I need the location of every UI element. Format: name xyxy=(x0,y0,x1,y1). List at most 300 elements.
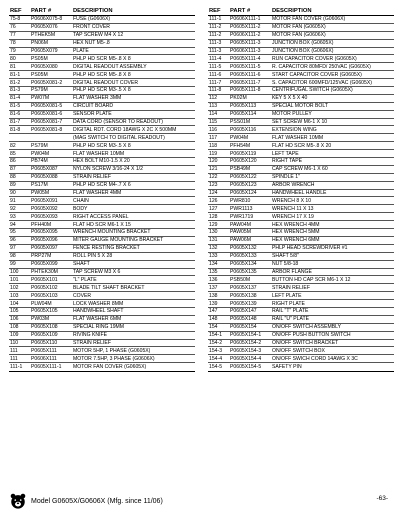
ref-cell: 154-4 xyxy=(209,355,223,362)
description-cell: EXTENSION WING xyxy=(272,126,317,133)
part-number-cell: P0605X081-5 xyxy=(31,103,63,110)
description-cell: HANDWHEEL SHAFT xyxy=(73,308,124,315)
description-cell: SPECIAL RING 19MM xyxy=(73,324,125,331)
part-number-cell: P0605X113 xyxy=(230,103,257,110)
part-number-cell: P0605X081-2 xyxy=(31,79,63,86)
ref-cell: 92 xyxy=(10,205,16,212)
table-row xyxy=(9,71,195,79)
table-row xyxy=(9,166,195,174)
table-header xyxy=(9,6,195,15)
part-number-cell: P0605X135 xyxy=(230,268,257,275)
part-number-cell: PS05M xyxy=(31,55,48,62)
part-number-cell: P0605X081-7 xyxy=(31,119,63,126)
description-cell: FRONT COVER xyxy=(73,24,110,31)
table-row xyxy=(9,103,195,111)
part-number-cell: PLW04M xyxy=(31,300,52,307)
description-cell: KEY 5 X 5 X 40 xyxy=(272,95,308,102)
ref-cell: 121 xyxy=(209,166,218,173)
description-cell: STRAIN RELIEF xyxy=(272,284,310,291)
description-cell: PHLP HD SCR M4-.7 X 6 xyxy=(73,182,131,189)
part-number-cell: P0605X092 xyxy=(31,205,58,212)
ref-cell: 111 xyxy=(10,347,18,354)
part-number-cell: P0605X099 xyxy=(31,261,58,268)
table-row xyxy=(208,300,394,308)
part-number-cell: PW04M xyxy=(31,150,50,157)
description-cell: COVER xyxy=(73,292,92,299)
ref-cell: 120 xyxy=(209,158,218,165)
part-number-cell: PRP27M xyxy=(31,253,52,260)
table-row xyxy=(208,111,394,119)
description-cell: HEX WRENCH 5MM xyxy=(272,229,320,236)
part-number-cell: P0606X075-8 xyxy=(31,16,63,23)
ref-cell: 113 xyxy=(209,103,218,110)
description-cell: R. CAPACITOR 80MFD/ 250VAC (G0605X) xyxy=(272,63,371,70)
part-number-cell: PW03M xyxy=(31,316,50,323)
ref-cell: 118 xyxy=(209,142,218,149)
table-row xyxy=(9,95,195,103)
description-cell: PHLP HD SCR M3-.5 X 8 xyxy=(73,142,131,149)
part-number-cell: P0605X154-1 xyxy=(230,332,262,339)
table-row xyxy=(208,55,394,63)
description-cell: FLAT HD SCR M5-.8 X 20 xyxy=(272,142,332,149)
table-row xyxy=(208,119,394,127)
description-cell: ON/OFF SWITCH ASSEMBLY xyxy=(272,324,341,331)
description-cell: BODY xyxy=(73,205,88,212)
table-row xyxy=(9,55,195,63)
part-number-cell: P0605X134 xyxy=(230,261,257,268)
ref-cell: 81-2 xyxy=(10,79,21,86)
part-number-cell: P0605X111-8 xyxy=(230,87,261,94)
ref-cell: 78 xyxy=(10,40,16,47)
description-cell: SPECIAL MOTOR BOLT xyxy=(272,103,328,110)
ref-cell: 115 xyxy=(209,119,218,126)
description-cell: ON/OFF SWITCH BOX xyxy=(272,347,325,354)
part-number-cell: P0605X110 xyxy=(31,339,58,346)
part-number-cell: P0606X111-2 xyxy=(230,32,261,39)
table-row xyxy=(9,213,195,221)
table-row xyxy=(9,269,195,277)
part-number-cell: P0605X097 xyxy=(31,245,58,252)
table-row xyxy=(208,205,394,213)
table-row xyxy=(208,103,394,111)
part-number-cell: P0605X088 xyxy=(31,174,58,181)
ref-cell: 81 xyxy=(10,63,16,70)
part-number-cell: P0605X138 xyxy=(230,292,257,299)
description-cell: MOTOR FAN COVER (G0606X) xyxy=(272,16,346,23)
table-row xyxy=(208,174,394,182)
table-row xyxy=(9,48,195,56)
description-cell: RIGHT PLATE xyxy=(272,300,305,307)
description-cell: PHLP HD SCR M5-.8 X 8 xyxy=(73,71,131,78)
part-number-cell: P0605X108 xyxy=(31,324,58,331)
ref-cell: 127 xyxy=(209,205,218,212)
table-row xyxy=(9,276,195,284)
ref-cell: 138 xyxy=(209,292,218,299)
table-row xyxy=(9,126,195,134)
ref-cell: 111-2 xyxy=(209,32,222,39)
table-row xyxy=(208,261,394,269)
ref-cell: 81-4 xyxy=(10,95,21,102)
part-number-cell: P0605X154-4 xyxy=(230,355,262,362)
ref-cell: 106 xyxy=(10,316,19,323)
part-number-cell: PW04M xyxy=(230,134,249,141)
description-cell: FUSE (G0606X) xyxy=(73,16,111,23)
part-number-cell: PN06M xyxy=(31,40,48,47)
description-cell: RIVING KNIFE xyxy=(73,332,107,339)
ref-cell: 104 xyxy=(10,300,19,307)
part-number-cell: P0605X076 xyxy=(31,24,58,31)
part-number-cell: P0605X102 xyxy=(31,284,58,291)
description-cell: JUNCTION BOX (G0606X) xyxy=(272,48,334,54)
description-cell: BUTTON HD CAP SCR M6-1 X 12 xyxy=(272,276,351,283)
part-number-cell: PAW05M xyxy=(230,229,251,236)
table-row xyxy=(9,347,195,355)
part-number-cell: P0605X137 xyxy=(230,284,257,291)
description-cell: CHAIN xyxy=(73,197,89,204)
description-cell: RAIL "U" PLATE xyxy=(272,316,310,323)
description-cell: MITER GAUGE MOUNTING BRACKET xyxy=(73,237,164,244)
ref-cell: 117 xyxy=(209,134,218,141)
table-row xyxy=(208,340,394,348)
table-row xyxy=(208,87,394,95)
description-cell: SENSOR PLATE xyxy=(73,111,112,118)
part-number-cell: P0605X154-5 xyxy=(230,364,262,371)
description-cell: MOTOR 7.5HP, 3 PHASE (G0606X) xyxy=(73,355,155,362)
table-row xyxy=(208,71,394,79)
part-number-cell: P0605X109 xyxy=(31,332,58,339)
table-row xyxy=(208,142,394,150)
table-row xyxy=(9,332,195,340)
part-number-cell: PS79M xyxy=(31,87,48,94)
part-number-cell: PS79M xyxy=(31,142,48,149)
table-row xyxy=(9,205,195,213)
description-cell: FLAT WASHER 4MM xyxy=(73,190,122,197)
part-number-cell: P0605X111-3 xyxy=(230,40,261,47)
table-row xyxy=(208,48,394,56)
ref-cell: 101 xyxy=(10,276,19,283)
table-row xyxy=(9,190,195,198)
ref-cell: 90 xyxy=(10,190,16,197)
table-row xyxy=(9,355,195,363)
description-cell: CENTRIFUGAL SWITCH (G0605X) xyxy=(272,87,353,94)
description-cell: DIGITAL READOUT COVER xyxy=(73,79,139,86)
table-row xyxy=(208,221,394,229)
table-row xyxy=(208,134,394,142)
table-row xyxy=(9,158,195,166)
description-cell: START CAPACITOR COVER (G0605X) xyxy=(272,71,362,78)
part-number-cell: PSS01M xyxy=(230,119,251,126)
table-row xyxy=(208,324,394,332)
description-cell: BLADE TILT SHAFT BRACKET xyxy=(73,284,145,291)
table-row xyxy=(208,332,394,340)
description-cell: LOCK WASHER 8MM xyxy=(73,300,124,307)
part-number-cell: P0605X111-4 xyxy=(230,55,261,62)
part-number-cell: P0606X111-3 xyxy=(230,48,261,54)
table-row xyxy=(9,63,195,71)
part-number-cell: PSB49M xyxy=(230,166,251,173)
description-cell: NYLON SCREW 3/16-24 X 1/2 xyxy=(73,166,143,173)
part-number-cell: P0605X103 xyxy=(31,292,58,299)
part-number-cell: P0605X079 xyxy=(31,48,58,54)
ref-cell: 136 xyxy=(209,276,218,283)
ref-cell: 77 xyxy=(10,32,16,39)
table-row xyxy=(9,229,195,237)
part-number-cell: P0605X111-2 xyxy=(230,24,261,31)
part-number-cell: P0605X081-8 xyxy=(31,126,63,133)
description-cell: RIGHT TAPE xyxy=(272,158,303,165)
ref-cell: 111-3 xyxy=(209,40,222,47)
page-number: -63- xyxy=(376,495,388,502)
table-row xyxy=(208,63,394,71)
ref-cell: 154-3 xyxy=(209,347,223,354)
description-cell: LEFT TAPE xyxy=(272,150,299,157)
part-number-cell: P0605X133 xyxy=(230,253,257,260)
part-number-cell: P0605X120 xyxy=(230,158,257,165)
part-number-cell: PAW06M xyxy=(230,237,251,244)
description-cell: STRAIN RELIEF xyxy=(73,174,111,181)
description-cell: TAP SCREW M4 X 12 xyxy=(73,32,124,39)
ref-cell: 81-3 xyxy=(10,87,21,94)
description-cell: RUN CAPACITOR COVER (G0605X) xyxy=(272,55,357,62)
ref-cell: 131 xyxy=(209,237,218,244)
ref-cell: 148 xyxy=(209,316,218,323)
description-cell: ON/OFF SWITCH BRACKET xyxy=(272,339,339,346)
table-row xyxy=(208,24,394,32)
part-number-cell: PFH54M xyxy=(230,142,251,149)
ref-cell: 111-1 xyxy=(10,364,23,371)
description-cell: WRENCH 11 X 13 xyxy=(272,205,314,212)
ref-cell: 109 xyxy=(10,332,19,339)
part-number-cell: PWR1113 xyxy=(230,205,253,212)
table-row xyxy=(208,166,394,174)
part-number-cell: PS05M xyxy=(31,71,48,78)
header-ref: REF xyxy=(10,7,22,14)
ref-cell: 119 xyxy=(209,150,218,157)
ref-cell: 133 xyxy=(209,253,218,260)
ref-cell: 88 xyxy=(10,174,16,181)
table-row xyxy=(9,182,195,190)
part-number-cell: PSB50M xyxy=(230,276,251,283)
part-number-cell: P0605X154-3 xyxy=(230,347,262,354)
table-row xyxy=(208,126,394,134)
table-row xyxy=(9,119,195,127)
table-row xyxy=(9,87,195,95)
part-number-cell: PTHEK5M xyxy=(31,32,56,39)
table-row xyxy=(9,24,195,32)
table-row xyxy=(9,284,195,292)
ref-cell: 87 xyxy=(10,166,16,173)
ref-cell: 126 xyxy=(209,197,218,204)
ref-cell: 95 xyxy=(10,229,16,236)
part-number-cell: PHTEK30M xyxy=(31,268,58,275)
part-number-cell: P0606X111 xyxy=(31,355,57,362)
description-cell: MOTOR 5HP, 1 PHASE (G0605X) xyxy=(73,347,151,354)
part-number-cell: P0606X111-1 xyxy=(230,16,261,23)
description-cell: ON/OFF SWICH CORD 14AWG X 3C xyxy=(272,355,358,362)
description-cell: PHLP HEAD SCREWDRIVER #1 xyxy=(272,245,348,252)
header-description: DESCRIPTION xyxy=(73,7,113,14)
table-row xyxy=(208,190,394,198)
description-cell: MOTOR FAN (G0606X) xyxy=(272,32,326,39)
ref-cell: 114 xyxy=(209,111,218,118)
table-row xyxy=(9,134,195,142)
ref-cell: 139 xyxy=(209,300,218,307)
description-cell: SPINDLE 1" xyxy=(272,174,300,181)
ref-cell: 132 xyxy=(209,245,218,252)
table-row xyxy=(208,197,394,205)
table-row xyxy=(208,316,394,324)
table-row xyxy=(9,245,195,253)
description-cell: PHLP HD SCR M3-.5 X 8 xyxy=(73,87,131,94)
table-row xyxy=(208,355,394,363)
description-cell: HEX WRENCH 6MM xyxy=(272,237,320,244)
table-row xyxy=(208,347,394,355)
header-part: PART # xyxy=(230,7,251,14)
part-number-cell: P0605X101 xyxy=(31,276,58,283)
ref-cell: 111-2 xyxy=(209,24,222,31)
table-row xyxy=(9,221,195,229)
ref-cell: 80 xyxy=(10,55,16,62)
table-row xyxy=(208,40,394,48)
table-row xyxy=(208,79,394,87)
parts-table-left xyxy=(9,6,195,372)
model-caption: Model G0605X/G0606X (Mfg. since 11/06) xyxy=(31,498,163,505)
description-cell: SHAFT 5/8" xyxy=(272,253,299,260)
ref-cell: 111-6 xyxy=(209,71,222,78)
description-cell: WRENCH 17 X 19 xyxy=(272,213,314,220)
description-cell: S. CAPACITOR 600MFD/125VAC (G0605X) xyxy=(272,79,372,86)
part-number-cell: P0605X093 xyxy=(31,213,58,220)
description-cell: HEX WRENCH 4MM xyxy=(272,221,320,228)
part-number-cell: P0605X081-6 xyxy=(31,111,63,118)
part-number-cell: PAW04M xyxy=(230,221,251,228)
part-number-cell: P0605X154 xyxy=(230,324,257,331)
table-row xyxy=(208,284,394,292)
ref-cell: 110 xyxy=(10,339,19,346)
table-row xyxy=(208,276,394,284)
description-cell: SAFETY PIN xyxy=(272,364,302,371)
part-number-cell: P0605X148 xyxy=(230,316,257,323)
table-row xyxy=(9,308,195,316)
table-row xyxy=(9,32,195,40)
ref-cell: 89 xyxy=(10,182,16,189)
ref-cell: 111-7 xyxy=(209,79,222,86)
description-cell: MOTOR FAN (G0605X) xyxy=(272,24,326,31)
ref-cell: 76 xyxy=(10,24,16,31)
description-cell: FLAT WASHER 3MM xyxy=(73,95,122,102)
table-row xyxy=(9,253,195,261)
parts-table-right xyxy=(208,6,394,372)
table-row xyxy=(9,197,195,205)
part-number-cell: P0605X096 xyxy=(31,237,58,244)
description-cell: MOTOR FAN COVER (G0605X) xyxy=(73,364,147,371)
table-row xyxy=(9,150,195,158)
description-cell: CIRCUIT BOARD xyxy=(73,103,114,110)
description-cell: JUNCTION BOX (G0605X) xyxy=(272,40,334,47)
part-number-cell: PW05M xyxy=(31,190,50,197)
ref-cell: 98 xyxy=(10,253,16,260)
part-number-cell: PWR810 xyxy=(230,197,251,204)
description-cell: SET SCREW M6-1 X 10 xyxy=(272,119,328,126)
description-cell: PHLP HD SCR M5-.8 X 8 xyxy=(73,55,131,62)
ref-cell: 81-1 xyxy=(10,71,21,78)
part-number-cell: P0605X091 xyxy=(31,197,58,204)
part-number-cell: PK02M xyxy=(230,95,247,102)
ref-cell: 96 xyxy=(10,237,16,244)
ref-cell: 86 xyxy=(10,158,16,165)
ref-cell: 122 xyxy=(209,174,218,181)
description-cell: FLAT WASHER 6MM xyxy=(73,316,122,323)
ref-cell: 81-7 xyxy=(10,119,21,126)
ref-cell: 123 xyxy=(209,182,218,189)
part-number-cell: P0605X111 xyxy=(31,347,57,354)
part-number-cell: P0605X105 xyxy=(31,308,58,315)
table-row xyxy=(208,32,394,40)
parts-list xyxy=(9,6,393,476)
description-cell: TAP SCREW M3 X 6 xyxy=(73,268,121,275)
description-cell: STRAIN RELIEF xyxy=(73,339,111,346)
table-row xyxy=(9,261,195,269)
header-ref: REF xyxy=(209,7,221,14)
table-row xyxy=(208,213,394,221)
description-cell: WRENCH 8 X 10 xyxy=(272,197,312,204)
part-number-cell: P0605X111-6 xyxy=(230,71,261,78)
table-row xyxy=(208,158,394,166)
description-cell: RIGHT ACCESS PANEL xyxy=(73,213,129,220)
ref-cell: 111-1 xyxy=(209,16,222,23)
ref-cell: 154-1 xyxy=(209,332,223,339)
part-number-cell: PFH40M xyxy=(31,221,52,228)
part-number-cell: PW07M xyxy=(31,95,50,102)
ref-cell: 116 xyxy=(209,126,218,133)
table-body xyxy=(9,15,195,372)
ref-cell: 154-5 xyxy=(209,364,223,371)
description-cell: HEX NUT M5-.8 xyxy=(73,40,110,47)
ref-cell: 111-4 xyxy=(209,55,222,62)
ref-cell: 111-5 xyxy=(209,63,222,70)
ref-cell: 134 xyxy=(209,261,218,268)
description-cell: RAIL "T" PLATE xyxy=(272,308,309,315)
ref-cell: 105 xyxy=(10,308,19,315)
description-cell: LEFT PLATE xyxy=(272,292,302,299)
header-part: PART # xyxy=(31,7,52,14)
description-cell: FENCE RESTING BRACKET xyxy=(73,245,140,252)
ref-cell: 137 xyxy=(209,284,218,291)
description-cell: ARBOR WRENCH xyxy=(272,182,315,189)
table-row xyxy=(208,292,394,300)
ref-cell: 97 xyxy=(10,245,16,252)
part-number-cell: P0605X124 xyxy=(230,190,257,197)
ref-cell: 100 xyxy=(10,268,19,275)
table-row xyxy=(208,253,394,261)
ref-cell: 128 xyxy=(209,213,218,220)
part-number-cell: P0605X111-7 xyxy=(230,79,261,86)
ref-cell: 124 xyxy=(209,190,218,197)
table-row xyxy=(9,79,195,87)
ref-cell: 130 xyxy=(209,229,218,236)
table-row xyxy=(208,245,394,253)
table-row xyxy=(208,182,394,190)
part-number-cell: P0605X123 xyxy=(230,182,257,189)
ref-cell: 154 xyxy=(209,324,218,331)
part-number-cell: PWR1719 xyxy=(230,213,254,220)
description-cell: HANDWHEEL HANDLE xyxy=(272,190,327,197)
header-description: DESCRIPTION xyxy=(272,7,312,14)
table-row xyxy=(9,340,195,348)
table-row xyxy=(208,237,394,245)
page-footer xyxy=(0,480,400,517)
ref-cell: 91 xyxy=(10,197,16,204)
